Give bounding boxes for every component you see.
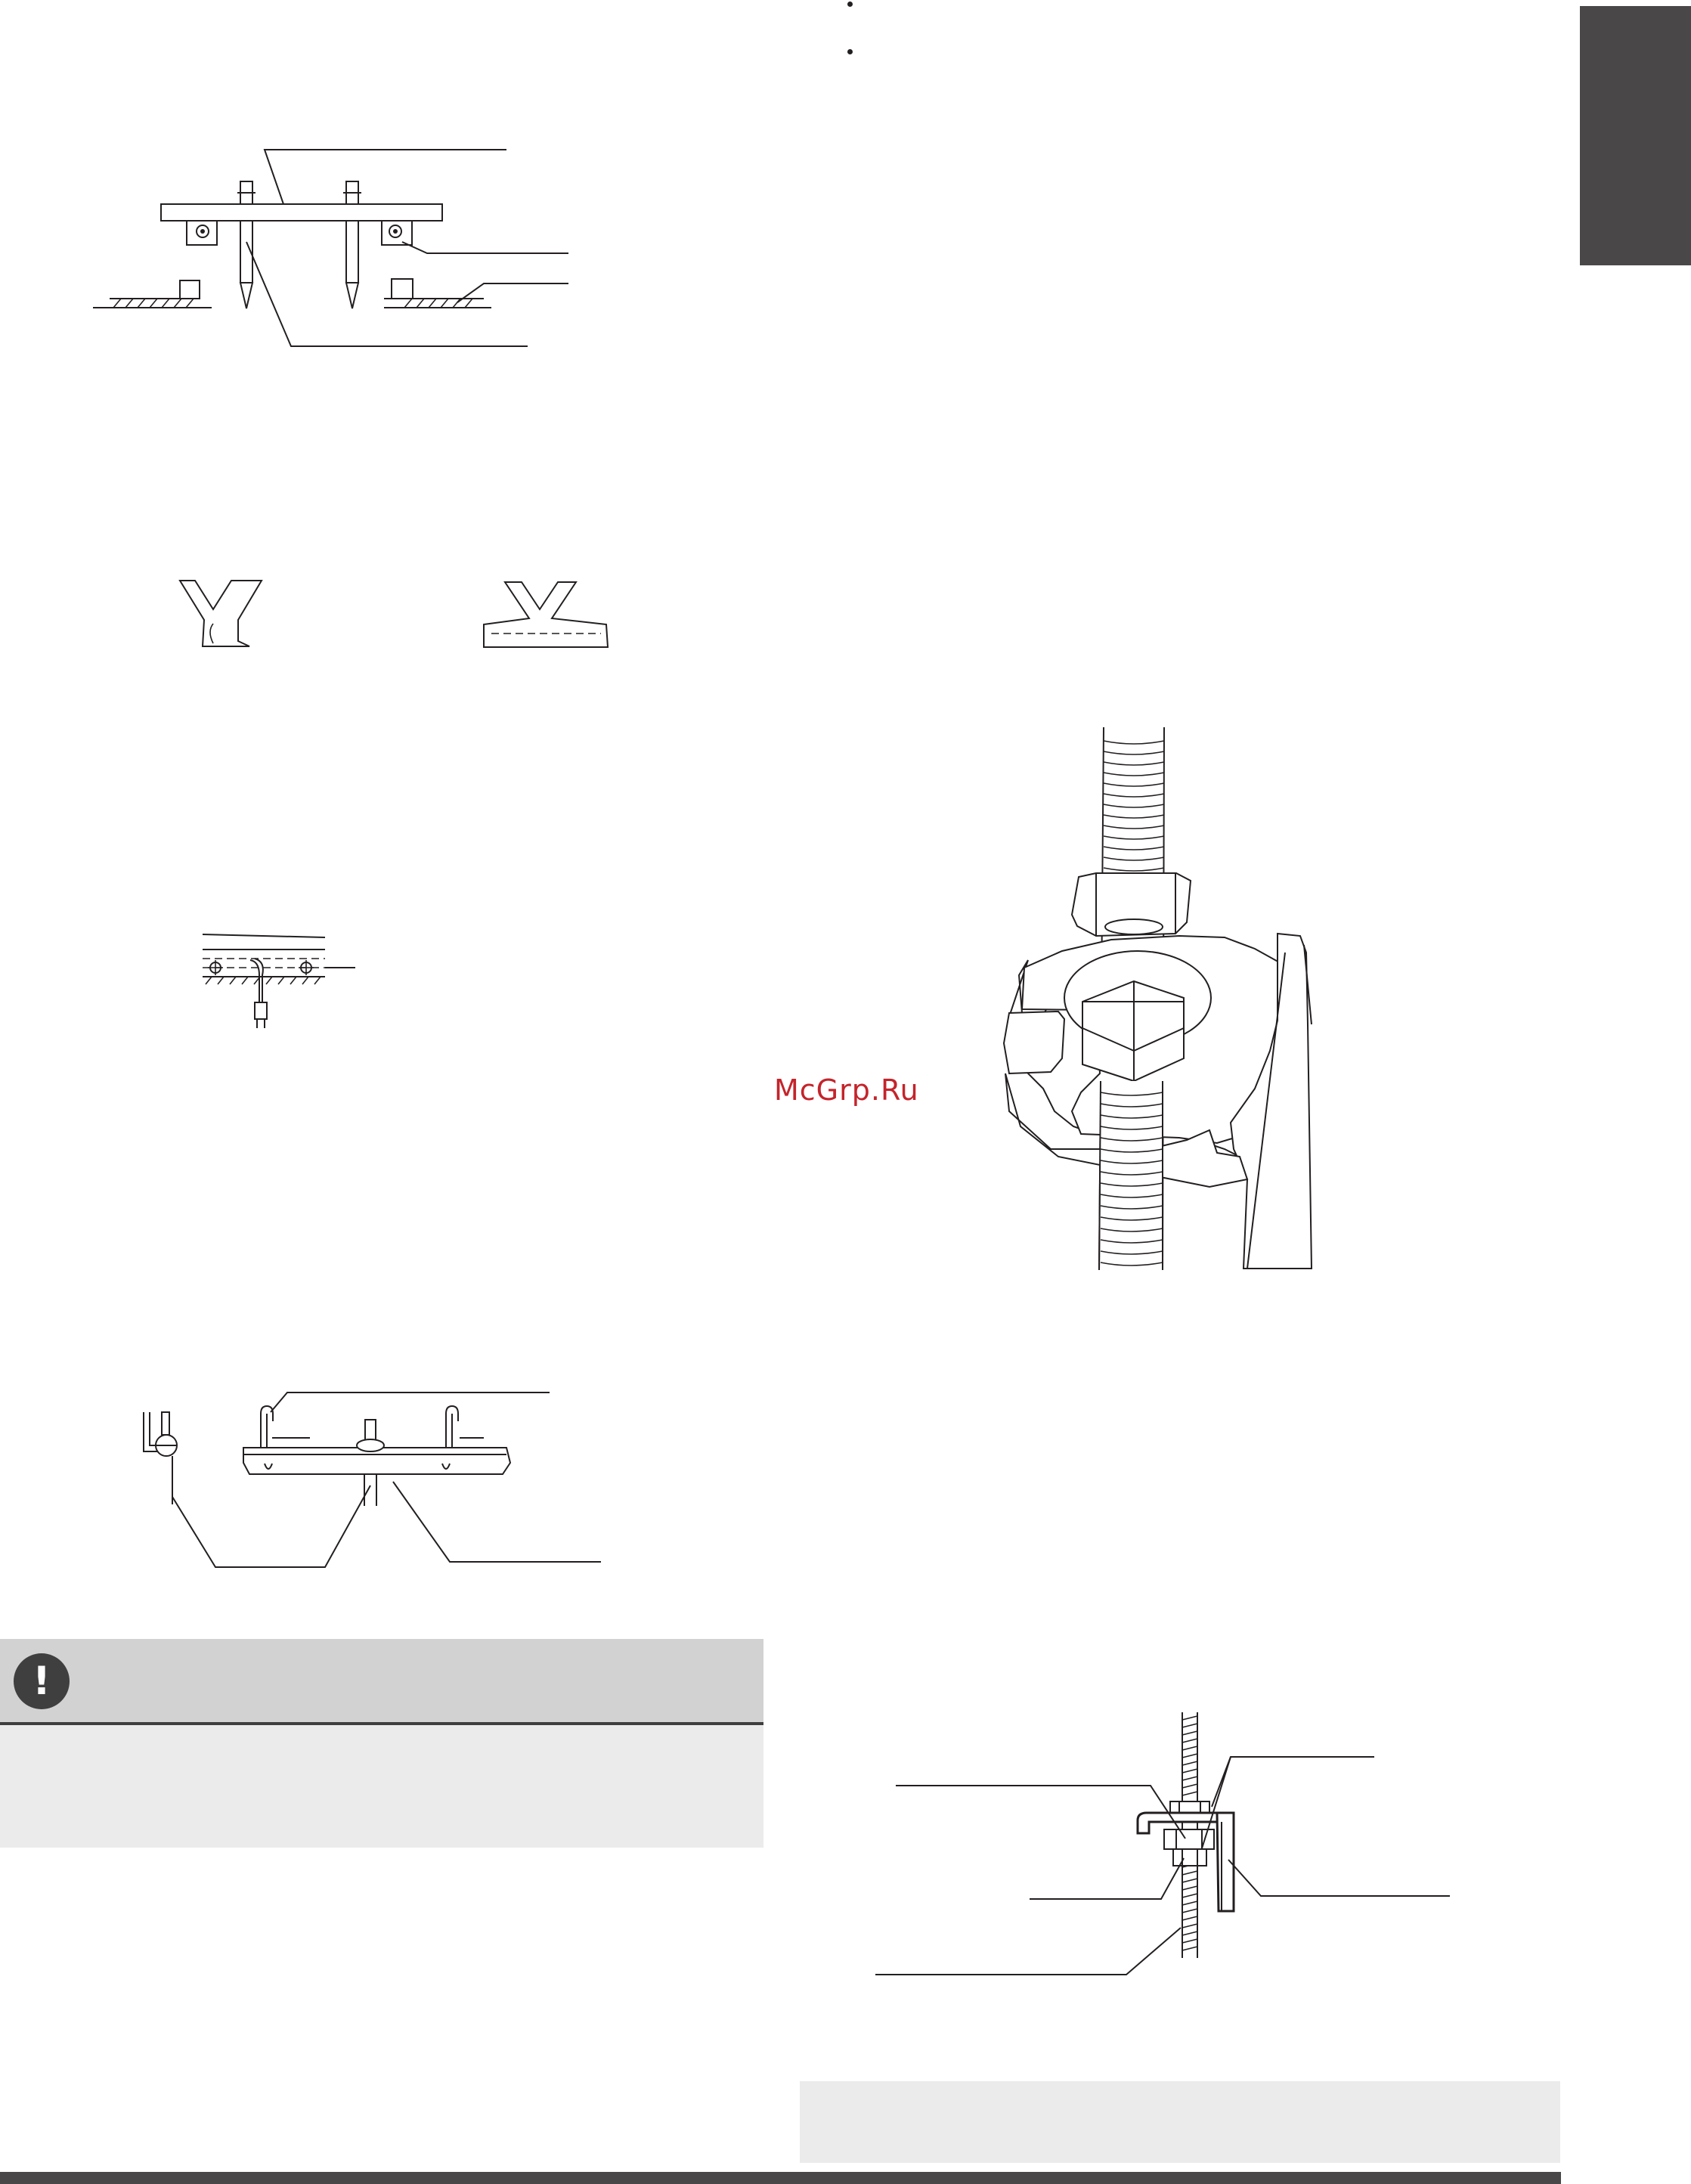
footer-bar bbox=[0, 2172, 1561, 2184]
watermark: McGrp.Ru bbox=[774, 1073, 919, 1107]
info-box bbox=[800, 2081, 1560, 2163]
exclamation-glyph: ! bbox=[33, 1659, 51, 1704]
